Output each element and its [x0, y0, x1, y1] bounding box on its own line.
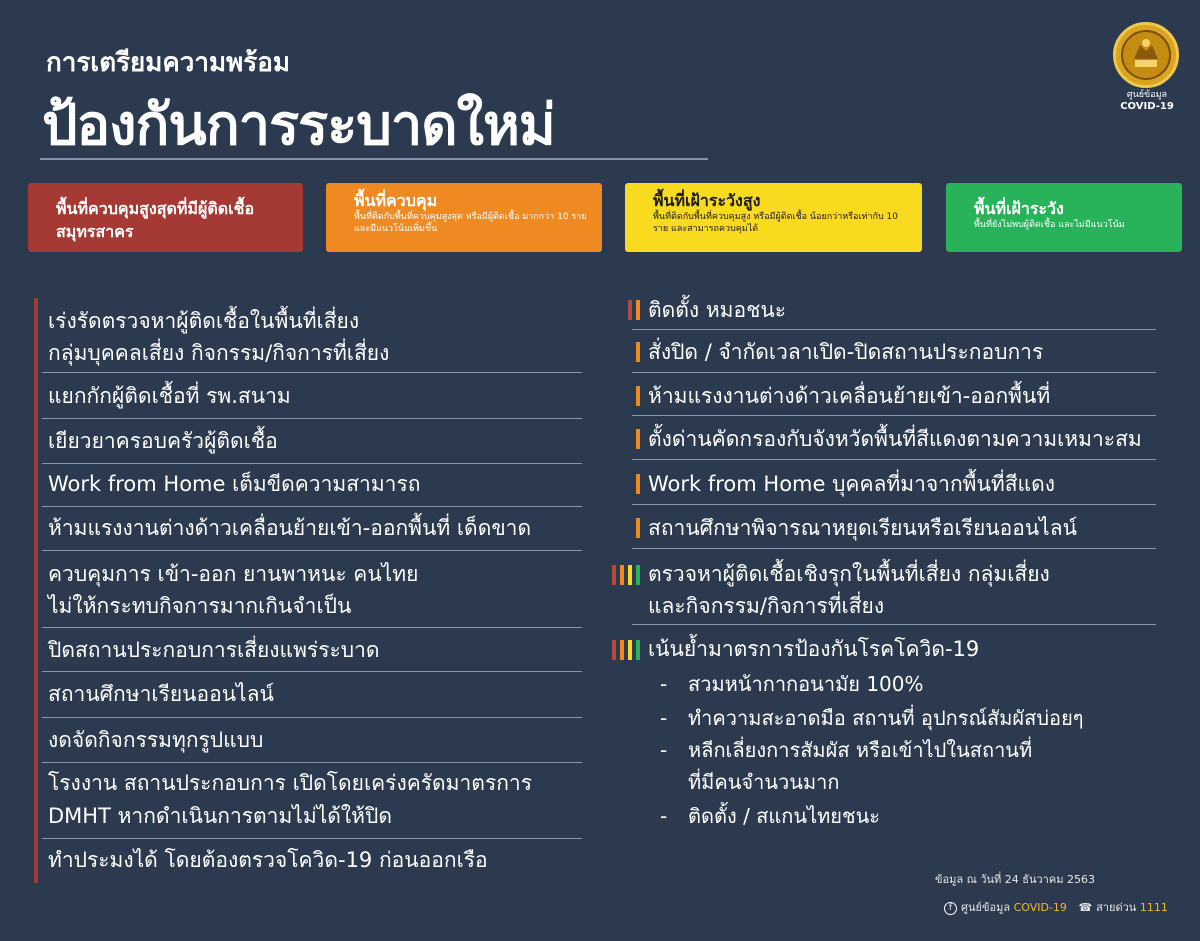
hotline-number: 1111: [1139, 901, 1168, 914]
data-date: ข้อมูล ณ วันที่ 24 ธันวาคม 2563: [935, 873, 1095, 886]
bullet-dash: -: [660, 706, 668, 730]
list-divider: [632, 624, 1156, 625]
hotline-label: สายด่วน: [1096, 901, 1137, 914]
left-item-8: สถานศึกษาเรียนออนไลน์: [48, 682, 274, 706]
zone-control: [326, 183, 602, 252]
left-item-10-line-2: DMHT หากดำเนินการตามไม่ได้ให้ปิด: [48, 804, 392, 828]
zone-marker-orange: [636, 300, 640, 320]
seal-caption-bottom: COVID-19: [1120, 101, 1174, 112]
zone-title: พื้นที่เฝ้าระวังสูง: [653, 191, 761, 210]
left-item-3: เยียวยาครอบครัวผู้ติดเชื้อ: [48, 429, 278, 453]
zone-high-surveillance: [625, 183, 922, 252]
title-divider: [40, 158, 708, 160]
list-divider: [632, 548, 1156, 549]
sub-item-4: ติดตั้ง / สแกนไทยชนะ: [688, 804, 881, 828]
zone-highest-control: [28, 183, 303, 252]
list-divider: [42, 550, 582, 551]
zone-marker-orange: [636, 474, 640, 494]
facebook-icon: f: [944, 902, 957, 915]
zone-marker-red: [628, 300, 632, 320]
list-divider: [42, 671, 582, 672]
page-subtitle: การเตรียมความพร้อม: [46, 48, 291, 78]
right-item-2: สั่งปิด / จำกัดเวลาเปิด-ปิดสถานประกอบการ: [648, 340, 1044, 364]
footer-fb-highlight: COVID-19: [1013, 901, 1067, 914]
page-title: ป้องกันการระบาดใหม่: [42, 93, 555, 158]
right-item-7-line-1: ตรวจหาผู้ติดเชื้อเชิงรุกในพื้นที่เสี่ยง กลุ่มเสี่ยง: [648, 562, 1050, 586]
sub-item-1: สวมหน้ากากอนามัย 100%: [688, 672, 924, 696]
zone-marker-green: [636, 565, 640, 585]
right-item-4: ตั้งด่านคัดกรองกับจังหวัดพื้นที่สีแดงตามความเหมาะสม: [648, 427, 1142, 451]
zone-marker-orange: [636, 518, 640, 538]
zone-marker-orange: [636, 386, 640, 406]
zone-title: พื้นที่เฝ้าระวัง: [974, 199, 1064, 218]
list-divider: [42, 463, 582, 464]
list-divider: [632, 504, 1156, 505]
footer-source: [944, 898, 1168, 916]
right-item-8: เน้นย้ำมาตรการป้องกันโรคโควิด-19: [648, 637, 980, 661]
bullet-dash: -: [660, 738, 668, 762]
list-divider: [42, 506, 582, 507]
seal-emblem-icon: [1120, 29, 1172, 81]
right-item-5: Work from Home บุคคลที่มาจากพื้นที่สีแดง: [648, 472, 1055, 496]
list-divider: [632, 415, 1156, 416]
sub-item-3-line-1: หลีกเลี่ยงการสัมผัส หรือเข้าไปในสถานที่: [688, 738, 1033, 762]
right-item-7-line-2: และกิจกรรม/กิจการที่เสี่ยง: [648, 594, 885, 618]
zone-marker-orange: [636, 342, 640, 362]
zone-marker-green: [636, 640, 640, 660]
left-item-9: งดจัดกิจกรรมทุกรูปแบบ: [48, 728, 264, 752]
list-divider: [42, 627, 582, 628]
sub-item-2: ทำความสะอาดมือ สถานที่ อุปกรณ์สัมผัสบ่อยๆ: [688, 706, 1084, 730]
right-item-3: ห้ามแรงงานต่างด้าวเคลื่อนย้ายเข้า-ออกพื้นที่: [648, 384, 1051, 408]
zone-description: พื้นที่ติดกับพื้นที่ควบคุมสูง หรือมีผู้ติดเชื้อ น้อยกว่าหรือเท่ากับ 10 ราย และสามารถควบคุมได้: [653, 212, 898, 234]
list-divider: [632, 459, 1156, 460]
bullet-dash: -: [660, 672, 668, 696]
list-divider: [632, 372, 1156, 373]
list-divider: [42, 418, 582, 419]
left-item-5: ห้ามแรงงานต่างด้าวเคลื่อนย้ายเข้า-ออกพื้นที่ เด็ดขาด: [48, 516, 532, 540]
zone-marker-red: [612, 565, 616, 585]
zone-description: พื้นที่ยังไม่พบผู้ติดเชื้อ และไม่มีแนวโน้ม: [974, 220, 1125, 230]
seal-caption: [1100, 90, 1194, 112]
left-item-1-line-1: เร่งรัดตรวจหาผู้ติดเชื้อในพื้นที่เสี่ยง: [48, 309, 360, 333]
zone-marker-orange: [620, 565, 624, 585]
seal-caption-top: ศูนย์ข้อมูล: [1126, 90, 1168, 100]
government-seal-logo: [1113, 22, 1179, 88]
right-item-6: สถานศึกษาพิจารณาหยุดเรียนหรือเรียนออนไลน์: [648, 516, 1077, 540]
list-divider: [42, 372, 582, 373]
left-item-2: แยกกักผู้ติดเชื้อที่ รพ.สนาม: [48, 384, 291, 408]
list-divider: [632, 329, 1156, 330]
left-item-11: ทำประมงได้ โดยต้องตรวจโควิด-19 ก่อนออกเรือ: [48, 848, 488, 872]
left-column-red-bar: [34, 298, 38, 883]
zone-marker-red: [612, 640, 616, 660]
footer-fb-label: ศูนย์ข้อมูล: [961, 901, 1011, 914]
zone-title: พื้นที่ควบคุม: [354, 191, 438, 210]
zone-marker-yellow: [628, 640, 632, 660]
left-item-6-line-2: ไม่ให้กระทบกิจการมากเกินจำเป็น: [48, 594, 352, 618]
zone-marker-orange: [636, 429, 640, 449]
sub-item-3-line-2: ที่มีคนจำนวนมาก: [688, 770, 840, 794]
zone-title: พื้นที่ควบคุมสูงสุดที่มีผู้ติดเชื้อ สมุทรสาคร: [56, 199, 255, 241]
list-divider: [42, 717, 582, 718]
list-divider: [42, 762, 582, 763]
zone-marker-orange: [620, 640, 624, 660]
list-divider: [42, 838, 582, 839]
zone-description: พื้นที่ติดกับพื้นที่ควบคุมสูงสุด หรือมีผู้ติดเชื้อ มากกว่า 10 ราย และมีแนวโน้มเพิ่มขึ้น: [354, 212, 587, 234]
zone-surveillance: [946, 183, 1182, 252]
phone-icon: ☎: [1078, 901, 1093, 914]
bullet-dash: -: [660, 804, 668, 828]
left-item-1-line-2: กลุ่มบุคคลเสี่ยง กิจกรรม/กิจการที่เสี่ยง: [48, 341, 390, 365]
zone-marker-yellow: [628, 565, 632, 585]
left-item-4: Work from Home เต็มขีดความสามารถ: [48, 472, 421, 496]
right-item-1: ติดตั้ง หมอชนะ: [648, 298, 787, 322]
left-item-7: ปิดสถานประกอบการเสี่ยงแพร่ระบาด: [48, 638, 380, 662]
left-item-10-line-1: โรงงาน สถานประกอบการ เปิดโดยเคร่งครัดมาตรการ: [48, 771, 533, 795]
left-item-6-line-1: ควบคุมการ เข้า-ออก ยานพาหนะ คนไทย: [48, 562, 419, 586]
